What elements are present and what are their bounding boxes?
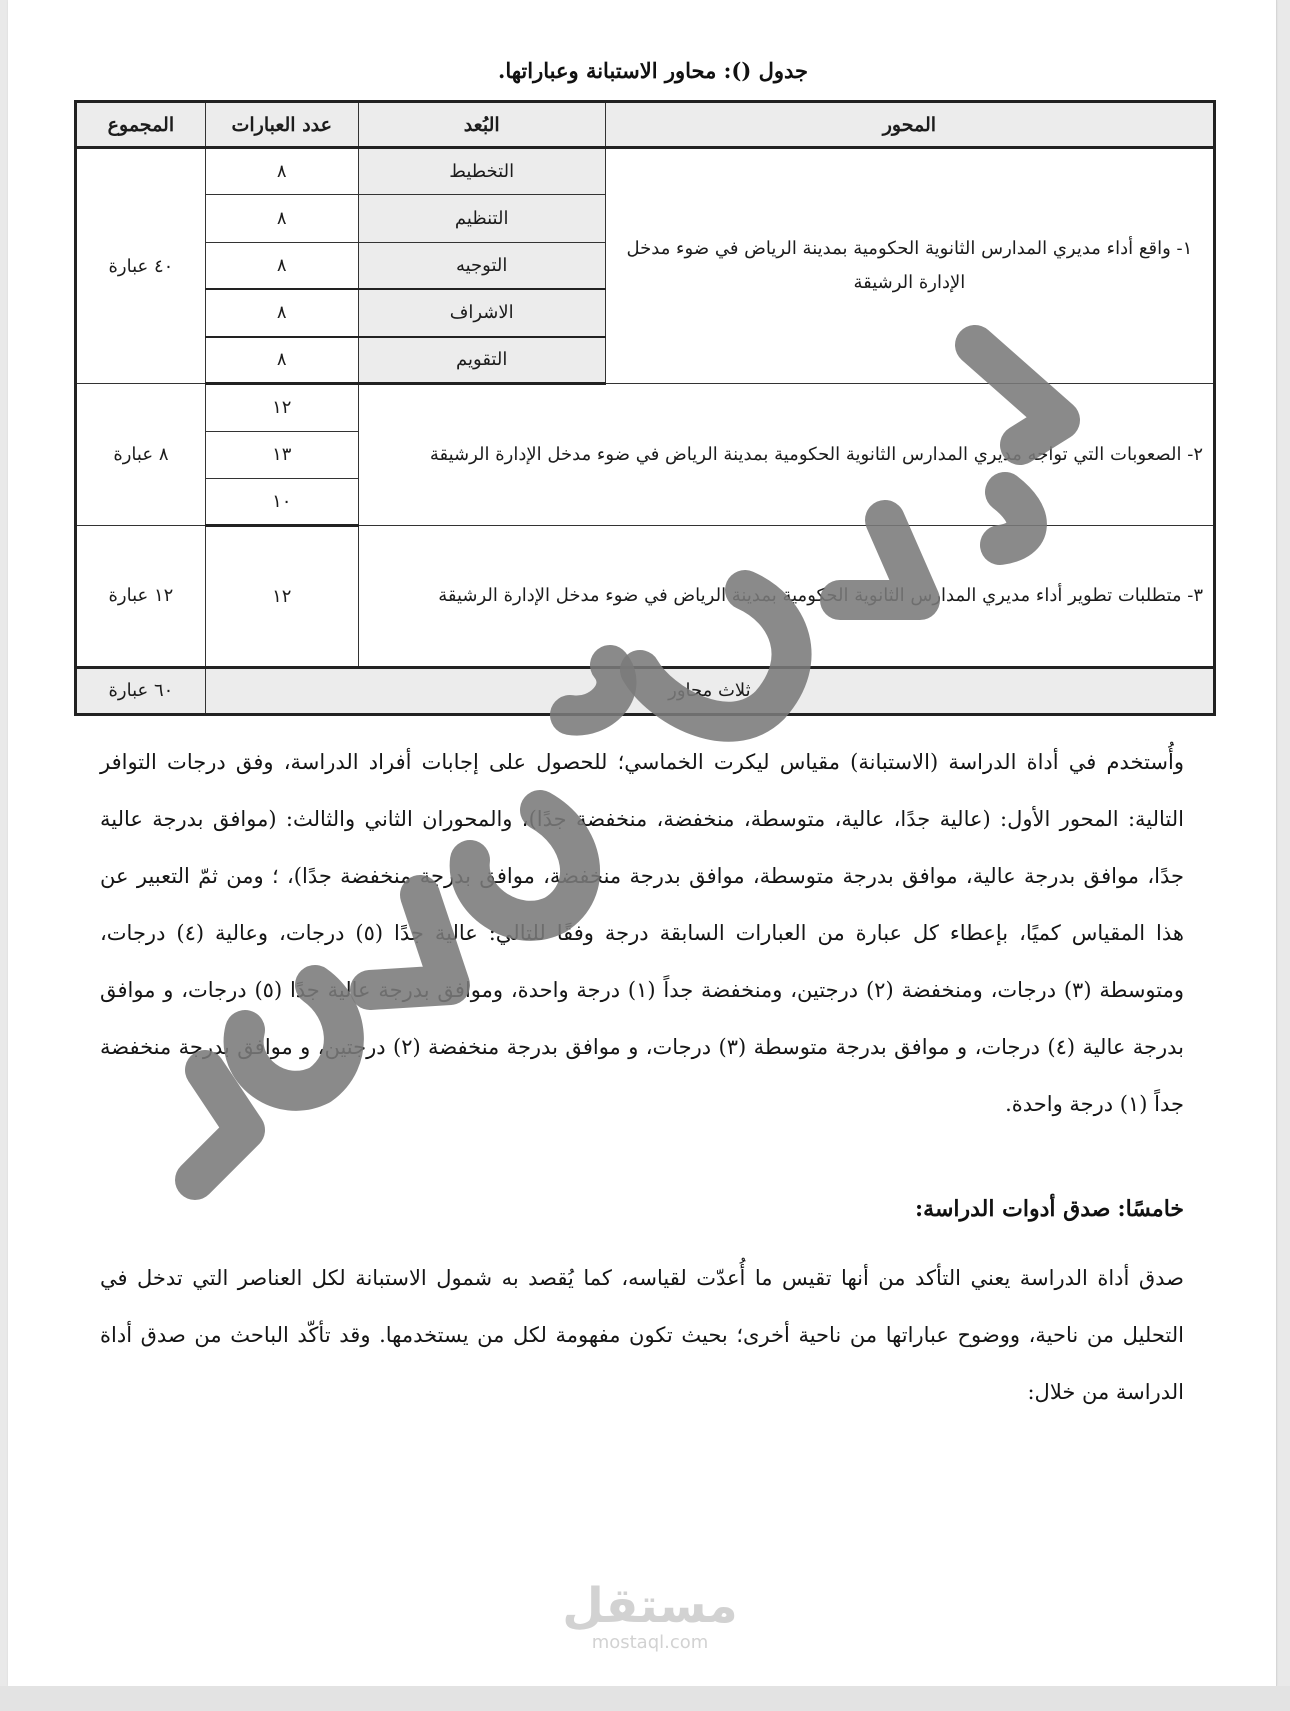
document-page — [8, 0, 1277, 1686]
header-axis: المحور — [605, 102, 1214, 148]
table-row — [76, 526, 1215, 668]
axes-table — [74, 100, 1216, 716]
count-cell: ٨ — [205, 289, 358, 336]
count-cell: ٨ — [205, 195, 358, 242]
header-count: عدد العبارات — [205, 102, 358, 148]
table-caption: جدول (): محاور الاستبانة وعباراتها. — [498, 58, 808, 83]
mostaql-logo — [540, 1580, 760, 1666]
summary-label: ثلاث محاور — [205, 667, 1214, 714]
header-dimension: البُعد — [358, 102, 605, 148]
dimension-cell: التوجيه — [358, 242, 605, 289]
table-row — [76, 148, 1215, 195]
section-heading — [100, 1196, 1184, 1222]
table-row — [76, 384, 1215, 431]
table-header-row — [76, 102, 1215, 148]
summary-total: ٦٠ عبارة — [76, 667, 206, 714]
logo-name: مستقل — [562, 1578, 738, 1634]
count-cell: ١٠ — [205, 478, 358, 525]
dimension-cell: التخطيط — [358, 148, 605, 195]
logo-domain: mostaql.com — [591, 1632, 709, 1653]
count-cell: ٨ — [205, 148, 358, 195]
section-title: صدق أدوات الدراسة: — [915, 1196, 1111, 1222]
count-cell: ٨ — [205, 337, 358, 384]
count-cell: ١٢ — [205, 526, 358, 668]
page-bottom-strip — [0, 1686, 1290, 1711]
count-cell: ١٣ — [205, 431, 358, 478]
section-number: خامسًا: — [1117, 1196, 1184, 1222]
dimension-cell: الاشراف — [358, 289, 605, 336]
axis1-total: ٤٠ عبارة — [76, 148, 206, 384]
count-cell: ١٢ — [205, 384, 358, 431]
dimension-cell: التقويم — [358, 337, 605, 384]
axis2-total: ٨ عبارة — [76, 384, 206, 526]
header-total: المجموع — [76, 102, 206, 148]
paragraph-validity: صدق أداة الدراسة يعني التأكد من أنها تقيس ما أُعدّت لقياسه، كما يُقصد به شمول الاستبانة لكل العناصر التي تدخل في التحليل من ناحية، ووضوح عباراتها من ناحية أخرى؛ بحيث تكون مفهومة لكل من يستخدمها. وقد تأكّد الباحث من صدق أداة الدراسة من خلال: — [100, 1266, 1184, 1404]
axis1-text: ١- واقع أداء مديري المدارس الثانوية الحكومية بمدينة الرياض في ضوء مدخل الإدارة الرشيقة — [605, 148, 1214, 384]
axis3-text: ٣- متطلبات تطوير أداء مديري المدارس الثانوية الحكومية بمدينة الرياض في ضوء مدخل الإدارة الرشيقة — [358, 526, 1214, 668]
dimension-cell: التنظيم — [358, 195, 605, 242]
axis3-total: ١٢ عبارة — [76, 526, 206, 668]
axis2-text: ٢- الصعوبات التي تواجه مديري المدارس الثانوية الحكومية بمدينة الرياض في ضوء مدخل الإدارة الرشيقة — [358, 384, 1214, 526]
paragraph-likert-scale: وأُستخدم في أداة الدراسة (الاستبانة) مقياس ليكرت الخماسي؛ للحصول على إجابات أفراد الدراسة، وفق درجات التوافر التالية: المحور الأول: (عالية جدًا، عالية، متوسطة، منخفضة، منخفضة جدًا)، والمحوران الثاني والثالث: (موافق بدرجة عالية جدًا، موافق بدرجة عالية، موافق بدرجة متوسطة، موافق بدرجة منخفضة، موافق بدرجة منخفضة جدًا)، ؛ ومن ثمّ التعبير عن هذا المقياس كميًا، بإعطاء كل عبارة من العبارات السابقة درجة وفقًا للتالي: عالية جدًا (٥) درجات، وعالية (٤) درجات، ومتوسطة (٣) درجات، ومنخفضة (٢) درجتين، ومنخفضة جداً (١) درجة واحدة، وموافق بدرجة عالية جدًا (٥) درجات، و موافق بدرجة عالية (٤) درجات، و موافق بدرجة متوسطة (٣) درجات، و موافق بدرجة منخفضة (٢) درجتين، و موافق بدرجة منخفضة جداً (١) درجة واحدة. — [100, 750, 1185, 1116]
count-cell: ٨ — [205, 242, 358, 289]
table-total-row — [76, 667, 1215, 714]
